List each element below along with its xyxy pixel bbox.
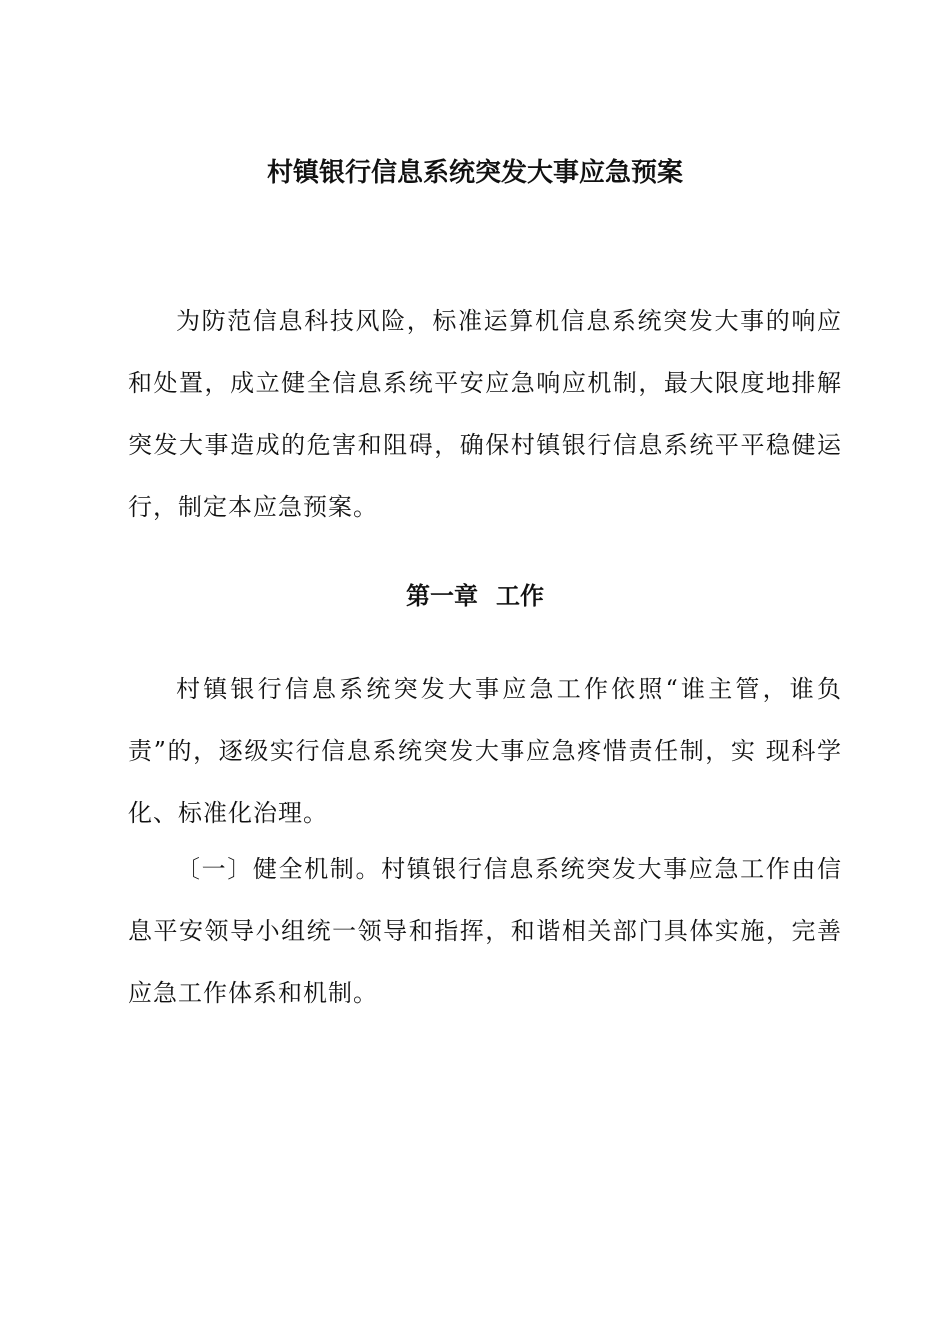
document-title: 村镇银行信息系统突发大事应急预案: [266, 158, 683, 188]
chapter-heading: 第一章 工作: [406, 582, 544, 610]
chapter-paragraph-principle: 村镇银行信息系统突发大事应急工作依照“谁主管，谁负责”的，逐级实行信息系统突发大事应急疼惜责任制，实 现科学化、标准化治理。: [128, 675, 842, 827]
intro-paragraph: 为防范信息科技风险，标准运算机信息系统突发大事的响应和处置，成立健全信息系统平安应急响应机制，最大限度地排解突发大事造成的危害和阻碍，确保村镇银行信息系统平平稳健运行，制定本应急预案。: [128, 307, 842, 521]
chapter-paragraph-mechanism: 〔一〕健全机制。村镇银行信息系统突发大事应急工作由信息平安领导小组统一领导和指挥，和谐相关部门具体实施，完善应急工作体系和机制。: [128, 855, 842, 1007]
